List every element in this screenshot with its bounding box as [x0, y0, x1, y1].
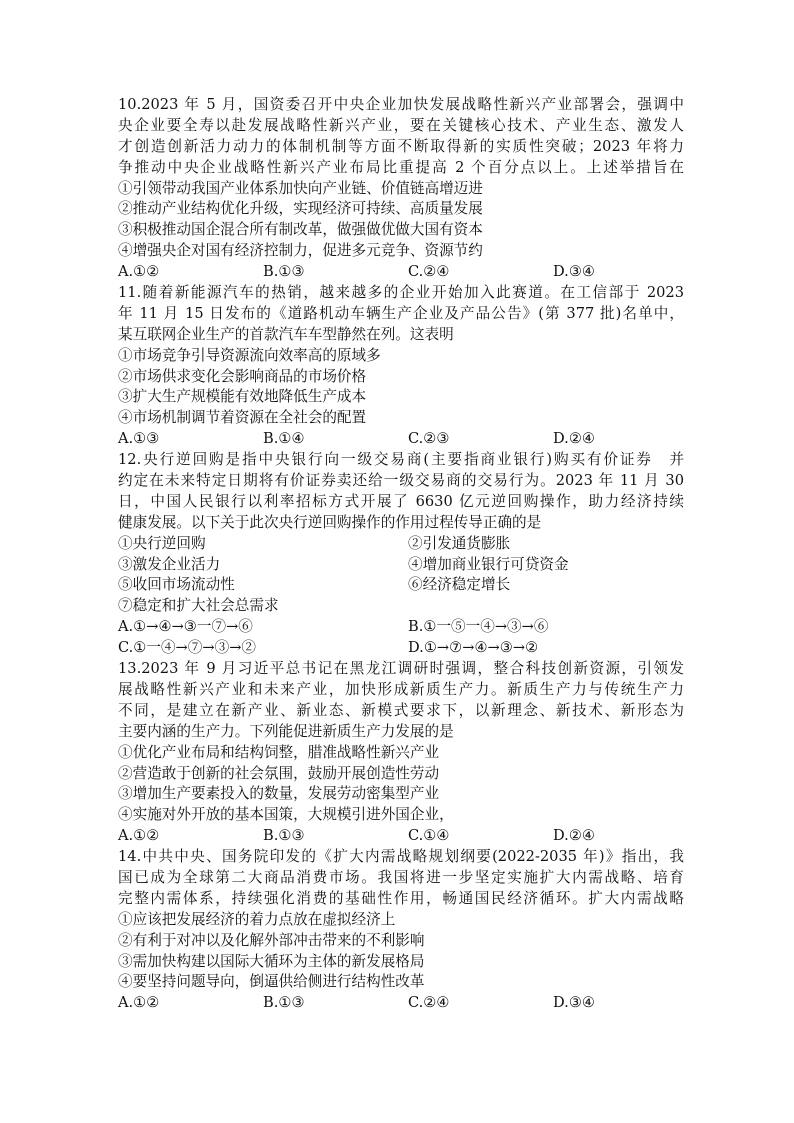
option-d[interactable]: D.②④ — [553, 827, 595, 845]
question-stem-line: 国已成为全球第二大商品消费市场。我国将进一步坚定实施扩大内需战略、培育 — [118, 868, 684, 886]
question-stem-line: 13.2023 年 9 月习近平总书记在黑龙江调研时强调，整合科技创新资源，引领发 — [118, 660, 684, 678]
option-d[interactable]: D.①→⑦→④→③→② — [408, 639, 539, 657]
option-a[interactable]: A.①② — [118, 263, 160, 281]
statement-item: ②营造敢于创新的社会氛围，鼓励开展创造性劳动 — [118, 764, 440, 782]
question-stem-line: 12.央行逆回购是指中央银行向一级交易商(主要指商业银行)购买有价证券 并 — [118, 451, 684, 469]
option-b[interactable]: B.①③ — [263, 827, 305, 845]
answer-options — [118, 638, 684, 659]
statement-item: ③积极推动国企混合所有制改革，做强做优做大国有资本 — [118, 221, 483, 239]
answer-options — [118, 826, 684, 847]
statement-item: ②有利于对冲以及化解外部冲击带来的不利影响 — [118, 931, 425, 949]
option-a[interactable]: A.①② — [118, 827, 160, 845]
answer-options — [118, 993, 684, 1014]
statement-pair — [118, 575, 684, 596]
question-11 — [118, 283, 684, 450]
question-13 — [118, 659, 684, 847]
exam-page — [118, 95, 684, 1014]
question-stem-line: 日，中国人民银行以利率招标方式开展了 6630 亿元逆回购操作，助力经济持续 — [118, 492, 684, 510]
question-stem-line: 完整内需体系，持续强化消费的基础性作用，畅通国民经济循环。扩大内需战略 — [118, 889, 684, 907]
option-a[interactable]: A.①→④→③一⑦→⑥ — [118, 618, 253, 636]
option-c[interactable]: C.②④ — [408, 994, 450, 1012]
question-stem-line: 展战略性新兴产业和未来产业，加快形成新质生产力。新质生产力与传统生产力 — [118, 680, 684, 698]
statement-item: ④增强央企对国有经济控制力，促进多元竞争、资源节约 — [118, 242, 483, 260]
statement-pair — [118, 534, 684, 555]
statement-item: ③激发企业活力 — [118, 555, 221, 573]
option-b[interactable]: B.①一⑤一④→③→⑥ — [408, 618, 549, 636]
option-c[interactable]: C.①④ — [408, 827, 450, 845]
question-stem-line: 央企业要全寿以赴发展战略性新兴产业，要在关键核心技术、产业生态、激发人 — [118, 116, 684, 134]
statement-item: ①市场竞争引导资源流向效率高的原域多 — [118, 346, 381, 364]
option-c[interactable]: C.②③ — [408, 430, 450, 448]
statement-item: ①引领带动我国产业体系加快向产业链、价值链高增迈进 — [118, 179, 483, 197]
question-stem-line: 主要内涵的生产力。下列能促进新质生产力发展的是 — [118, 722, 454, 740]
statement-item: ⑦稳定和扩大社会总需求 — [118, 597, 279, 615]
question-stem-line: 不同，是建立在新产业、新业态、新模式要求下，以新理念、新技术、新形态为 — [118, 701, 684, 719]
question-stem-line: 10.2023 年 5 月，国资委召开中央企业加快发展战略性新兴产业部署会，强调中 — [118, 96, 684, 113]
statement-item: ②引发通货膨胀 — [408, 534, 511, 552]
statement-item: ①优化产业布局和结构饲整，腊准战略性新兴产业 — [118, 743, 440, 761]
question-12 — [118, 450, 684, 659]
question-stem-line: 年 11 月 15 日发布的《道路机动车辆生产企业及产品公告》(第 377 批)名单中， — [118, 304, 684, 322]
statement-item: ③需加快构建以国际大循环为主体的新发展格局 — [118, 952, 425, 970]
statement-item: ③增加生产要素投入的数量，发展劳动密集型产业 — [118, 785, 440, 803]
statement-pair — [118, 555, 684, 576]
question-stem-line: 11.随着新能源汽车的热销，越来越多的企业开始加入此赛道。在工信部于 2023 — [118, 284, 684, 302]
statement-item: ②推动产业结构优化升级，实现经济可持续、高质量发展 — [118, 200, 483, 218]
statement-item: ①应该把发展经济的着力点放在虚拟经济上 — [118, 910, 396, 928]
option-d[interactable]: D.③④ — [553, 994, 595, 1012]
question-14 — [118, 847, 684, 1014]
option-b[interactable]: B.①③ — [263, 263, 305, 281]
statement-item: ④要坚持问题导向，倒逼供给侧进行结构性改革 — [118, 973, 425, 991]
option-d[interactable]: D.②④ — [553, 430, 595, 448]
statement-item: ③扩大生产规模能有效地降低生产成本 — [118, 388, 367, 406]
answer-options — [118, 617, 684, 638]
question-stem-line: 约定在未来特定日期将有价证券卖还给一级交易商的交易行为。2023 年 11 月 30 — [118, 472, 684, 490]
question-stem-line: 健康发展。以下关于此次央行逆回购操作的作用过程传导正确的是 — [118, 513, 542, 531]
statement-item: ④增加商业银行可贷资金 — [408, 555, 569, 573]
statement-item: ④实施对外开放的基本国策，大规模引进外国企业， — [118, 806, 454, 824]
question-10 — [118, 95, 684, 283]
answer-options — [118, 262, 684, 283]
option-d[interactable]: D.③④ — [553, 263, 595, 281]
statement-item: ⑥经济稳定增长 — [408, 576, 511, 594]
question-stem-line: 才创造创新活力动力的体制机制等方面不断取得新的实质性突破；2023 年将力 — [118, 137, 684, 155]
statement-item: ①央行逆回购 — [118, 534, 206, 552]
question-stem-line: 争推动中央企业战略性新兴产业布局比重提高 2 个百分点以上。上述举措旨在 — [118, 158, 684, 176]
option-a[interactable]: A.①② — [118, 994, 160, 1012]
answer-options — [118, 429, 684, 450]
option-c[interactable]: C.②④ — [408, 263, 450, 281]
statement-item: ②市场供求变化会影响商品的市场价格 — [118, 367, 367, 385]
statement-item: ④市场机制调节着资源在全社会的配置 — [118, 409, 367, 427]
option-b[interactable]: B.①③ — [263, 994, 305, 1012]
option-c[interactable]: C.①一④→⑦→③→② — [118, 639, 257, 657]
option-a[interactable]: A.①③ — [118, 430, 160, 448]
question-stem-line: 14.中共中央、国务院印发的《扩大内需战略规划纲要(2022-2035 年)》指出，我 — [118, 848, 684, 866]
option-b[interactable]: B.①④ — [263, 430, 305, 448]
statement-item: ⑤收回市场流动性 — [118, 576, 235, 594]
question-stem-line: 某互联网企业生产的首款汽车车型静然在列。这表明 — [118, 325, 454, 343]
